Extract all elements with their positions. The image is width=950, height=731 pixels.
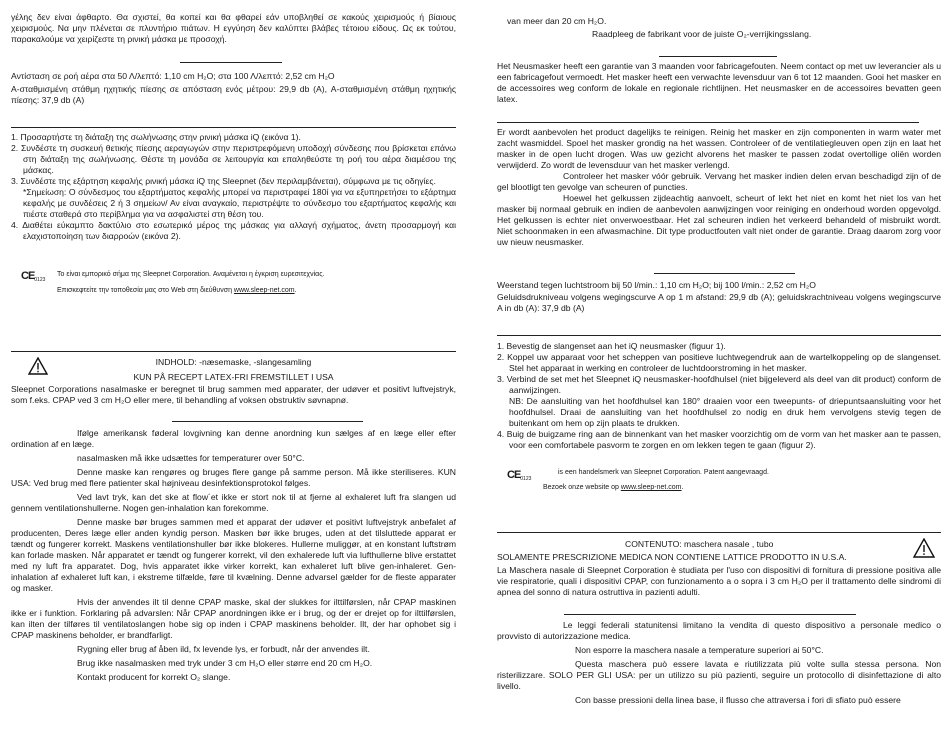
list-item: 2. Συνδέστε τη συσκευή θετικής πίεσης αεραγωγών στην περιστρεφόμενη υποδοχή σύνδεσης που βρίσκεται επάνω στη διάταξη της σωλήνωσης. Θέστε τη μονάδα σε λειτουργία και επαληθεύστε τη ροή του αέρα διαμέσου της μάσκας.: [11, 143, 456, 175]
italian-rx: SOLAMENTE PRESCRIZIONE MEDICA NON CONTIENE LATTICE PRODOTTO IN U.S.A.: [497, 552, 847, 562]
paragraph: Controleer het masker vóór gebruik. Vervang het masker indien delen ervan beschadigd zijn of de gel blootligt ten gevolge van scheuren of puncties.: [497, 171, 941, 192]
divider: [11, 351, 456, 352]
divider: [11, 127, 456, 128]
paragraph: Hvis der anvendes ilt til denne CPAP maske, skal der slukkes for ilttilførslen, når CPAP maskinen ikke er i funktion. Forklaring på advarslen: Når CPAP anordningen ikke er i brug, og der er drejet op for ilttilførslen, kan ilten der tilføres til ventilatoslangen hobe sig op inden i CPAP maskinens beholder. Ilt, der har ophobet sig i CPAP maskinens beholder, er brandfarligt.: [11, 597, 456, 640]
italian-warnings: [497, 620, 941, 706]
paragraph: Con basse pressioni della linea base, il flusso che attraversa i fori di sfiato può essere: [575, 695, 901, 705]
list-note: NB: De aansluiting van het hoofdhulsel kan 180° draaien voor een tweepunts- of driepuntsaansluiting voor het hoofdhulsel. Draai de aansluiting van het hoofdhulsel zo nodig en druk hem vervolgens stevig tegen de buitenkant om hem op zijn plaats te drukken.: [509, 396, 941, 428]
paragraph: Kontakt producent for korrekt O₂ slange.: [77, 672, 231, 682]
paragraph: Rygning eller brug af åben ild, fx levende lys, er forbudt, når der anvendes ilt.: [77, 644, 370, 654]
paragraph: nasalmasken må ikke udsættes for temperaturer over 50°C.: [77, 453, 305, 463]
divider: [180, 62, 282, 63]
dutch-cleaning: [497, 127, 941, 248]
dutch-resistance: Weerstand tegen luchtstroom bij 50 l/min.: 1,10 cm H₂O; bij 100 l/min.: 2,52 cm H₂O: [497, 280, 816, 290]
list-item: 3. Συνδέστε της εξάρτηση κεφαλής ρινική μάσκα iQ της Sleepnet (δεν περιλαμβάνεται), σύμφωνα με τις οδηγίες.: [11, 176, 436, 186]
greek-website: Επισκεφτείτε την τοποθεσία μας στο Web στη διεύθυνση www.sleep-net.com.: [57, 287, 297, 294]
list-item: 3. Verbind de set met het Sleepnet iQ neusmasker-hoofdhulsel (niet bijgeleverd als deel van dit product) conform de aanwijzingen.: [497, 374, 941, 395]
divider: [172, 421, 363, 422]
paragraph: Le leggi federali statunitensi limitano la vendita di questo dispositivo a personale medico o provvisto di autorizzazione medica.: [497, 620, 941, 641]
dutch-trademark: is een handelsmerk van Sleepnet Corporation. Patent aangevraagd.: [558, 469, 769, 476]
divider: [659, 56, 777, 57]
paragraph: Denne maske kan rengøres og bruges flere gange på samme person. Må ikke steriliseres. KUN USA: Ved brug med flere patienter skal højniveau desinfektionsprotokol følges.: [11, 467, 456, 488]
paragraph: Hoewel het gelkussen zijdeachtig aanvoelt, scheurt of lekt het niet en komt het niet los van het masker bij normaal gebruik en indien de aanbevolen aanwijzingen voor reiniging en onderhoud worden opgevolgd. Het gelkussen is echter niet onverwoestbaar. Het zal scheuren indien het verkeerd behandeld of misbruikt wordt. Niet schoonmaken in een afwasmachine. Dit type productfouten valt niet onder de garantie. Draag daarom zorg voor uw nieuw neusmasker.: [497, 193, 941, 247]
list-item: 2. Koppel uw apparaat voor het scheppen van positieve luchtwegendruk aan de wartelkoppeling op de slangenset. Stel het apparaat in werking en controleer de luchtdoorstroming in het masker.: [497, 352, 941, 373]
dutch-top-line: Raadpleeg de fabrikant voor de juiste O₂-verrijkingsslang.: [592, 29, 812, 39]
dutch-steps: [497, 341, 941, 451]
ce-mark: $CE_{0123}$: [21, 270, 46, 283]
website-link[interactable]: www.sleep-net.com: [620, 484, 682, 491]
greek-steps: [11, 132, 456, 242]
danish-intro: Sleepnet Corporations nasalmaske er beregnet til brug sammen med apparater, der udøver et positivt luftvejstryk, som f.eks. CPAP ved 3 cm H₂O eller mere, til behandling af voksen obstruktiv søvnapnø.: [11, 384, 456, 405]
danish-rx: KUN PÅ RECEPT LATEX-FRI FREMSTILLET I USA: [133, 372, 334, 382]
paragraph: Denne maske bør bruges sammen med et apparat der udøver et positivt luftvejstryk anbefalet af producenten, Deres læge eller anden kyndig person. Masken bør ikke bruges, uden at det tilsluttede apparat er tændt og fungerer korrekt. Maskens ventilationshuller bør ikke blokeres. Hullerne muliggør, at en konstant luftstrøm kan forlade masken. Når apparatet er tændt og fungerer korrekt, vil den exhalerede luft via lufthullerne blive erstattet med ny luft fra apparatet. Dog, hvis apparatet ikke virker korrekt, kan exhaleret luft blive gen-inhaleret. Gen-inhalation af exhaleret luft kan, i ekstreme tilfælde, føre til kvælning. Denne advarsel gælder for de fleste apparater og masker.: [11, 517, 456, 593]
list-item: 4. Διαθέτει εύκαμπτο δακτύλιο στο εσωτερικό μέρος της μάσκας για αλλαγή σχήματος, άνετη προσαρμογή και ελαχιστοποίηση των διαρροών (εικόνα 2).: [11, 220, 456, 241]
italian-intro: La Maschera nasale di Sleepnet Corporation è studiata per l'uso con dispositivi di fornitura di pressione positiva alle vie respiratorie, quali i dispositivi CPAP, con funzionamento a o sopra i 3 cm H₂O per il trattamento delle sindromi di apnea del sonno di natura ostruttiva in pazienti adulti.: [497, 565, 941, 597]
divider: [654, 273, 795, 274]
dutch-top-line: van meer dan 20 cm H₂O.: [507, 16, 607, 26]
danish-contents: INDHOLD: -næsemaske, -slangesamling: [155, 357, 312, 367]
greek-trademark: To είναι εμπορικό σήμα της Sleepnet Corporation. Αναμένεται η έγκριση ευρεσιτεχνίας.: [57, 271, 325, 278]
paragraph: Ved lavt tryk, kan det ske at flow´et ikke er stort nok til at fjerne al exhaleret luft fra slangen ud gennem ventilationshullerne. Nogen gen-inhalation kan forekomme.: [11, 492, 456, 513]
danish-warnings: [11, 428, 456, 683]
list-note: *Σημείωση: Ο σύνδεσμος του εξαρτήματος κεφαλής μπορεί να περιστραφεί 180ί για να εξυπηρετήσει το εξάρτημα κεφαλής με συνδέσεις 2 ή 3 σημείων/ Αν είναι αναγκαίο, περιστρέψτε το σύνδεσμο του εξαρτήματος κεφαλής και πιέστε σταθερά στο περίβλημα για να ασφαλιστεί στη θέση του.: [23, 187, 456, 219]
greek-noise: Α-σταθμισμένη στάθμη ηχητικής πίεσης σε απόσταση ενός μέτρου: 29,9 db (A), Α-σταθμισμένη στάθμη ηχητικής πίεσης: 37,9 db (A): [11, 84, 456, 105]
paragraph: Non esporre la maschera nasale a temperature superiori ai 50°C.: [575, 645, 824, 655]
divider: [497, 335, 941, 336]
paragraph: Questa maschera può essere lavata e riutilizzata più volte sulla stessa persona. Non risterilizzare. SOLO PER GLI USA: per un utilizzo su più pazienti, seguire un protocollo di disinfettazione di alto livello.: [497, 659, 941, 691]
dutch-warranty: Het Neusmasker heeft een garantie van 3 maanden voor fabricagefouten. Neem contact op met uw leverancier als u een fabricagefout vermoedt. Het masker heeft een verwachte levensduur van 6 tot 12 maanden. Gooi het masker en de accessoires weg conform de lokale en regionale richtlijnen. Het neusmasker en de accessoires bevatten geen latex.: [497, 61, 941, 104]
ce-mark: $CE_{0123}$: [507, 469, 532, 482]
divider: [497, 532, 941, 533]
divider: [497, 122, 919, 123]
list-item: 1. Bevestig de slangenset aan het iQ neusmasker (figuur 1).: [497, 341, 726, 351]
greek-resistance: Αντίσταση σε ροή αέρα στα 50 Λ/λεπτό: 1,10 cm H₂O; στα 100 Λ/λεπτό: 2,52 cm H₂O: [11, 71, 335, 81]
divider: [564, 614, 856, 615]
dutch-website: Bezoek onze website op www.sleep-net.com.: [543, 484, 684, 491]
website-link[interactable]: www.sleep-net.com: [233, 287, 295, 294]
paragraph: Brug ikke nasalmasken med tryk under 3 cm H₂O eller større end 20 cm H₂O.: [77, 658, 373, 668]
italian-contents: CONTENUTO: maschera nasale , tubo: [625, 539, 774, 549]
paragraph: Ifølge amerikansk føderal lovgivning kan denne anordning kun sælges af en læge eller efter ordination af en læge.: [11, 428, 456, 449]
dutch-noise: Geluidsdrukniveau volgens wegingscurve A op 1 m afstand: 29,9 db (A); geluidskrachtniveau volgens wegingscurve A in db (A): 37,9 db (A): [497, 292, 941, 313]
list-item: 4. Buig de buigzame ring aan de binnenkant van het masker voorzichtig om de vorm van het masker aan te passen, voor een comfortabele pasvorm te zorgen en om lekken tegen te gaan (figuur 2).: [497, 429, 941, 450]
greek-intro: γέλης δεν είναι άφθαρτο. Θα σχιστεί, θα κοπεί και θα φθαρεί εάν υποβληθεί σε κακούς χειρισμούς ή βίαιους χειρισμούς. Να μην πλένεται σε πλυντήριο πιάτων. Η εγγύηση δεν καλύπτει βλάβες τέτοιου είδους. Ως εκ τούτου, παρακαλούμε να χειρίζεστε τη ρινική μάσκα με προσοχή.: [11, 12, 456, 44]
paragraph: Er wordt aanbevolen het product dagelijks te reinigen. Reinig het masker en zijn componenten in warm water met zacht wasmiddel. Spoel het masker grondig na het wassen. Controleer of de ventilatiegleuven open zijn en laat het masker in de open lucht drogen. Was uw gezicht alvorens het masker te passen zodat overtollige oliën worden verwijderd. Zo wordt de levensduur van het masker verlengd.: [497, 127, 941, 170]
list-item: 1. Προσαρτήστε τη διάταξη της σωλήνωσης στην ρινική μάσκα iQ (εικόνα 1).: [11, 132, 301, 142]
